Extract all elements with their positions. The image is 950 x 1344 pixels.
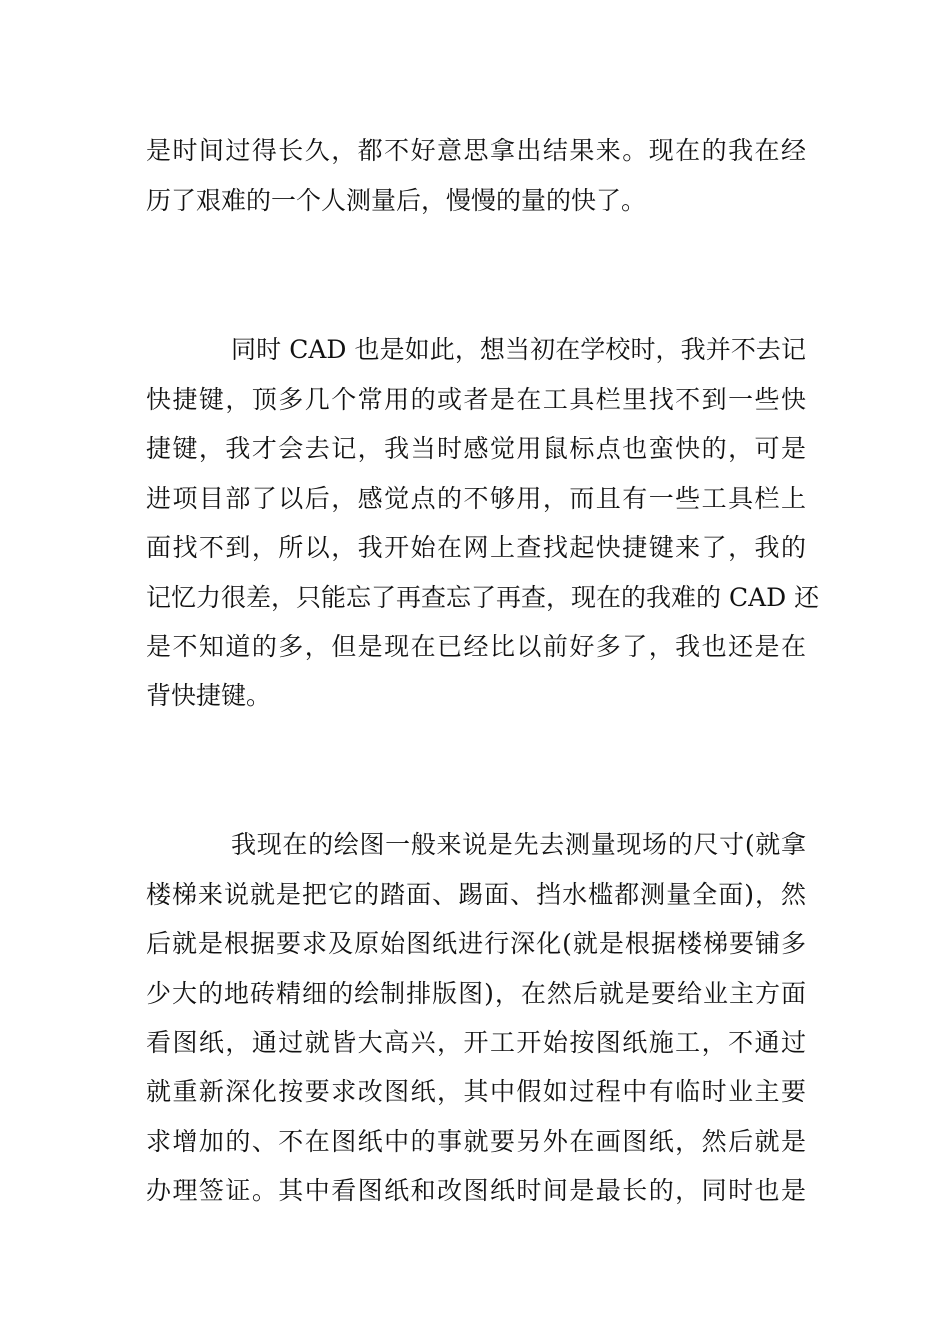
- paragraph-2-line-5: 面找不到，所以，我开始在网上查找起快捷键来了，我的: [146, 533, 806, 562]
- paragraph-3-line-2: 楼梯来说就是把它的踏面、踢面、挡水槛都测量全面)，然: [146, 880, 806, 909]
- paragraph-2-line-7: 是不知道的多，但是现在已经比以前好多了，我也还是在: [146, 632, 806, 661]
- paragraph-2-line-6: 记忆力很差，只能忘了再查忘了再查，现在的我难的 CAD 还: [146, 583, 820, 612]
- paragraph-3-line-3: 后就是根据要求及原始图纸进行深化(就是根据楼梯要铺多: [146, 929, 806, 958]
- paragraph-2-line-1: 同时 CAD 也是如此，想当初在学校时，我并不去记: [231, 335, 806, 364]
- paragraph-2-line-4: 进项目部了以后，感觉点的不够用，而且有一些工具栏上: [146, 484, 806, 513]
- paragraph-2-line-2: 快捷键，顶多几个常用的或者是在工具栏里找不到一些快: [146, 385, 806, 414]
- paragraph-2-line-3: 捷键，我才会去记，我当时感觉用鼠标点也蛮快的，可是: [146, 434, 806, 463]
- paragraph-3-line-8: 办理签证。其中看图纸和改图纸时间是最长的，同时也是: [146, 1176, 806, 1205]
- paragraph-1-line-1: 是时间过得长久，都不好意思拿出结果来。现在的我在经: [146, 136, 806, 165]
- paragraph-2-line-8: 背快捷键。: [146, 681, 272, 710]
- paragraph-3-line-5: 看图纸，通过就皆大高兴，开工开始按图纸施工，不通过: [146, 1028, 806, 1057]
- paragraph-3-line-4: 少大的地砖精细的绘制排版图)，在然后就是要给业主方面: [146, 979, 806, 1008]
- paragraph-3-line-6: 就重新深化按要求改图纸，其中假如过程中有临时业主要: [146, 1077, 806, 1106]
- paragraph-1-line-2: 历了艰难的一个人测量后，慢慢的量的快了。: [146, 186, 647, 215]
- paragraph-3-line-7: 求增加的、不在图纸中的事就要另外在画图纸，然后就是: [146, 1127, 806, 1156]
- paragraph-3-line-1: 我现在的绘图一般来说是先去测量现场的尺寸(就拿: [231, 830, 806, 859]
